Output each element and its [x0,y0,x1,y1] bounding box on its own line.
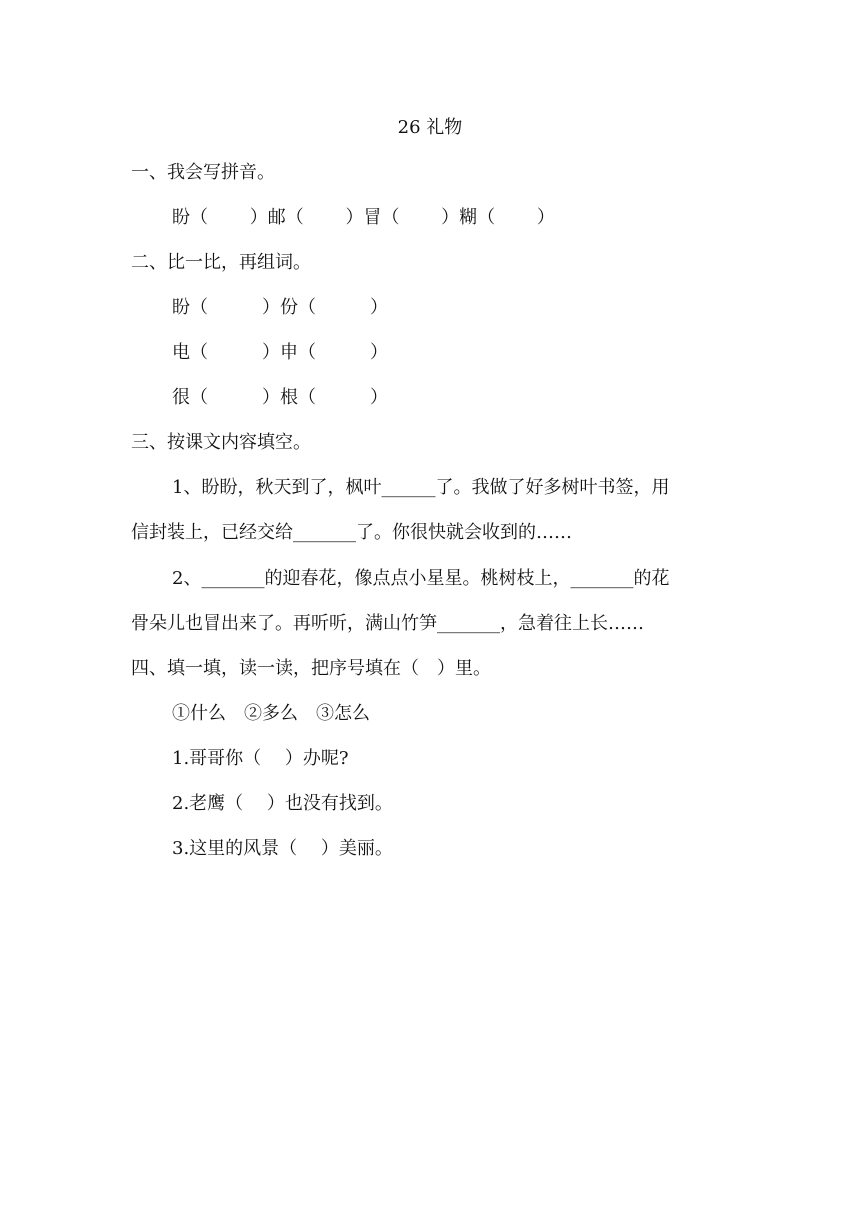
question-item: 1.哥哥你（ ）办呢? [172,748,349,769]
compare-row: 盼（ ）份（ ） [172,297,388,318]
section1-heading: 一、我会写拼音。 [131,162,275,183]
section2-heading: 二、比一比，再组词。 [131,252,311,273]
page-title: 26 礼物 [397,117,463,138]
fill-paragraph-2-line-1: 2、_______的迎春花，像点点小星星。桃树枝上，_______的花 [172,568,670,589]
fill-paragraph-2-line-2: 骨朵儿也冒出来了。再听听，满山竹笋_______，急着往上长…… [131,613,644,634]
fill-paragraph-1-line-2: 信封装上，已经交给_______了。你很快就会收到的…… [131,522,572,543]
fill-paragraph-1-line-1: 1、盼盼，秋天到了，枫叶______了。我做了好多树叶书签，用 [172,477,670,498]
compare-row: 电（ ）申（ ） [172,342,388,363]
section3-heading: 三、按课文内容填空。 [131,432,311,453]
option-list: ①什么 ②多么 ③怎么 [172,703,370,724]
compare-row: 很（ ）根（ ） [172,387,388,408]
pinyin-blanks: 盼（ ）邮（ ）冒（ ）糊（ ） [172,207,555,228]
question-item: 3.这里的风景（ ）美丽。 [172,838,393,859]
section4-heading: 四、填一填，读一读，把序号填在（ ）里。 [131,658,491,679]
question-item: 2.老鹰（ ）也没有找到。 [172,793,393,814]
